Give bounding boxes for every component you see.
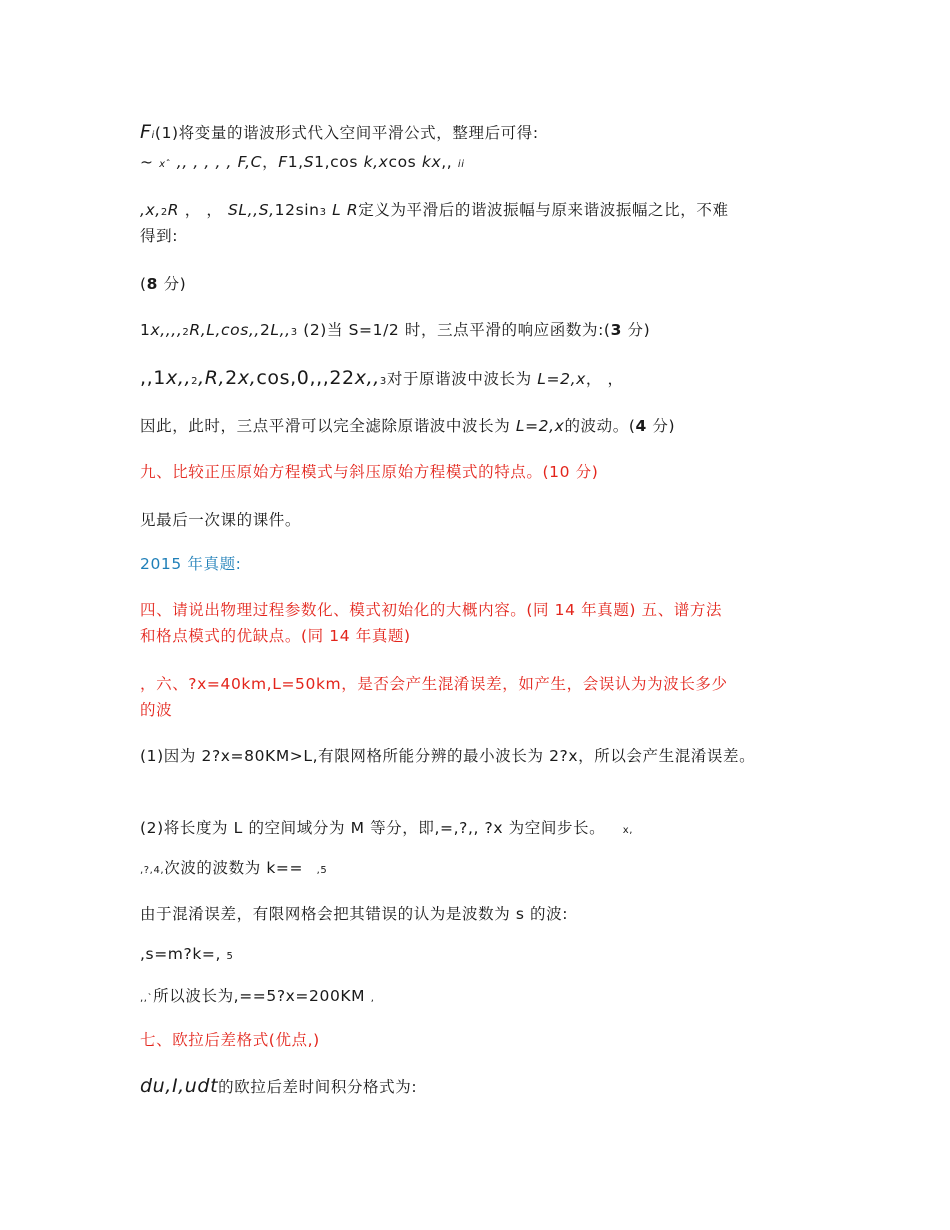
heading-nine: 九、比较正压原始方程模式与斜压原始方程模式的特点。(10 分): [140, 463, 599, 481]
math: ， ，: [184, 201, 223, 219]
math: 12sin: [274, 201, 320, 219]
line-16: (1)因为 2?x=80KM>L,有限网格所能分辨的最小波长为 2?x，所以会产生混淆误差。: [140, 747, 756, 765]
math: S: [303, 153, 315, 171]
score: 3: [610, 321, 622, 339]
math: ,,: [441, 153, 453, 171]
text: 的波动。(: [564, 417, 636, 435]
line-7: [140, 366, 624, 394]
score: 8: [146, 275, 159, 293]
line-23: [140, 1074, 417, 1099]
math: F,C: [237, 153, 263, 171]
text: ,s=m?k=,: [140, 945, 222, 963]
text: 所以波长为,==5?x=200KM: [153, 987, 366, 1005]
math: cos: [388, 153, 417, 171]
math: kx: [421, 153, 442, 171]
line-2: [140, 150, 465, 177]
math: 1,cos: [314, 153, 359, 171]
line-6: [140, 318, 650, 345]
math: ，: [262, 153, 279, 171]
line-10: 见最后一次课的课件。: [140, 511, 302, 529]
math-sub: ,5: [316, 865, 328, 876]
text: 的欧拉后差时间积分格式为:: [218, 1078, 418, 1096]
math-sub: 3: [290, 327, 298, 338]
math: R: [167, 201, 180, 219]
heading-seven: 七、欧拉后差格式(优点,): [140, 1031, 320, 1049]
math: ,, , , , ,: [176, 153, 238, 171]
math: k,x: [363, 153, 389, 171]
text: 次波的波数为 k==: [164, 859, 304, 877]
heading-four-five-cont: 和格点模式的优缺点。(同 14 年真题): [140, 627, 411, 645]
math: ,x,: [140, 201, 161, 219]
line-3: [140, 198, 729, 225]
math-sub: 3: [319, 207, 327, 218]
text: 因此，此时，三点平滑可以完全滤除原谐波中波长为: [140, 417, 516, 435]
math: SL,,S,: [227, 201, 275, 219]
math-sub: 5: [226, 951, 234, 962]
math: 2: [225, 367, 238, 389]
math: ,R,: [198, 367, 226, 389]
math: 1,: [287, 153, 304, 171]
line-19: 由于混淆误差，有限网格会把其错误的认为是波数为 s 的波:: [140, 905, 569, 923]
heading-six: ，六、?x=40km,L=50km，是否会产生混淆误差，如产生，会误认为为波长多少: [140, 675, 728, 693]
math: ,,1: [140, 367, 166, 389]
line-20: [140, 942, 234, 969]
math-sub: 2: [160, 207, 168, 218]
math-sub: x,: [622, 825, 634, 836]
text: (2)当 S=1/2 时，三点平滑的响应函数为:(: [297, 321, 611, 339]
math: F: [278, 153, 288, 171]
math: du,I,udt: [140, 1075, 219, 1097]
math: L=2,x: [537, 370, 586, 388]
math-sub: 3: [379, 376, 387, 387]
math: x,,: [165, 367, 192, 389]
line-5: [140, 272, 186, 296]
math-subscript: i: [151, 130, 155, 141]
math: L,,: [270, 321, 291, 339]
math: ~: [140, 153, 154, 171]
heading-six-cont: 的波: [140, 701, 173, 719]
math: L R: [332, 201, 359, 219]
text: (: [140, 275, 147, 293]
math: R,L,cos,,: [189, 321, 260, 339]
math: 2: [259, 321, 271, 339]
math: L=2,x: [515, 417, 565, 435]
math: x,,,,: [150, 321, 183, 339]
line-18: [140, 856, 327, 883]
math-sub: x: [159, 159, 166, 170]
line-4: 得到:: [140, 227, 179, 245]
score: 4: [635, 417, 647, 435]
text: (2)将长度为 L 的空间域分为 M 等分，即,=,?,, ?x 为空间步长。: [140, 819, 606, 837]
line-17: [140, 816, 633, 843]
math-sub: 2: [182, 327, 190, 338]
math: ， ，: [585, 370, 624, 388]
math-sub: ,: [370, 993, 375, 1004]
text: 分): [621, 321, 651, 339]
math-sub: ,,`: [140, 993, 154, 1004]
math: cos,0,,,22: [256, 367, 355, 389]
math-var: F: [140, 121, 152, 143]
math: x,: [237, 367, 257, 389]
text: (1)将变量的谐波形式代入空间平滑公式，整理后可得:: [154, 124, 539, 142]
math: 1: [140, 321, 151, 339]
math-sub: ,?,4,: [140, 865, 165, 876]
line-8: [140, 414, 675, 438]
math-sup: ˆ: [165, 159, 172, 170]
text: 分): [646, 417, 676, 435]
heading-four-five: 四、请说出物理过程参数化、模式初始化的大概内容。(同 14 年真题) 五、谱方法: [140, 601, 723, 619]
text: 定义为平滑后的谐波振幅与原来谐波振幅之比，不难: [358, 201, 729, 219]
line-1: [140, 120, 539, 148]
math-sub: ii: [457, 159, 465, 170]
math-sub: 2: [191, 376, 199, 387]
math: x,,: [354, 367, 380, 389]
line-21: [140, 984, 374, 1011]
section-2015: 2015 年真题:: [140, 555, 242, 573]
text: 分): [158, 275, 187, 293]
text: 对于原谐波中波长为: [386, 370, 538, 388]
